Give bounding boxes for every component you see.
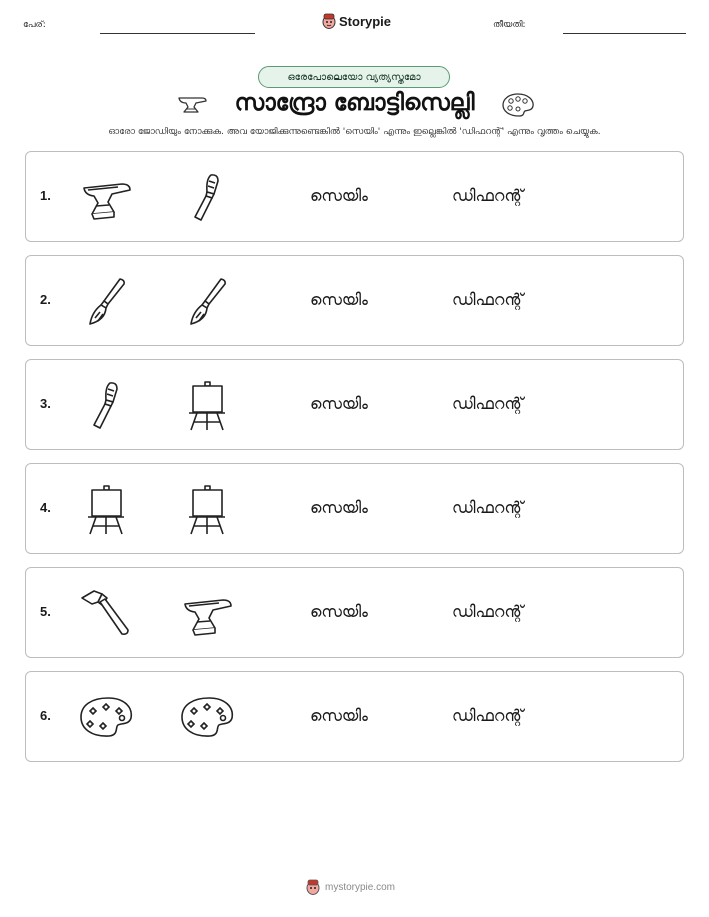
row-number: 3. <box>40 396 51 411</box>
topic-badge: ഒരേപോലെയോ വ്യത്യസ്തമോ <box>258 66 450 88</box>
exercise-row <box>25 255 684 346</box>
brand-name: Storypie <box>339 13 392 29</box>
palette-icon <box>179 692 235 744</box>
easel-icon <box>179 380 235 432</box>
date-label: തീയതി: <box>493 20 526 30</box>
row-number: 1. <box>40 188 51 203</box>
chisel-icon <box>78 380 134 432</box>
storypie-mascot-icon <box>322 13 336 29</box>
paintbrush-icon <box>179 276 235 328</box>
different-option[interactable]: ഡിഫറന്റ് <box>452 706 524 725</box>
anvil-icon <box>176 94 208 116</box>
row-number: 2. <box>40 292 51 307</box>
different-option[interactable]: ഡിഫറന്റ് <box>452 394 524 413</box>
page-title: സാന്ദ്രോ ബോട്ടിസെല്ലി <box>234 90 475 116</box>
instructions: ഓരോ ജോഡിയും നോക്കുക. അവ യോജിക്കുന്നുണ്ടെങ്കിൽ 'സെയിം' എന്നും ഇല്ലെങ്കിൽ 'ഡിഫറന്റ്' എന്നും വൃത്തം ചെയ്യുക. <box>108 127 601 137</box>
hammer-icon <box>78 588 134 640</box>
same-option[interactable]: സെയിം <box>310 602 368 621</box>
different-option[interactable]: ഡിഫറന്റ് <box>452 498 524 517</box>
row-number: 6. <box>40 708 51 723</box>
name-label: പേര്: <box>23 20 46 30</box>
footer-site[interactable]: mystorypie.com <box>325 881 396 893</box>
exercise-row <box>25 151 684 242</box>
easel-icon <box>179 484 235 536</box>
footer <box>306 879 395 895</box>
same-option[interactable]: സെയിം <box>310 394 368 413</box>
same-option[interactable]: സെയിം <box>310 290 368 309</box>
date-line[interactable] <box>563 33 686 34</box>
palette-icon <box>78 692 134 744</box>
name-line[interactable] <box>100 33 255 34</box>
row-number: 4. <box>40 500 51 515</box>
same-option[interactable]: സെയിം <box>310 498 368 517</box>
same-option[interactable]: സെയിം <box>310 186 368 205</box>
anvil-icon <box>78 172 134 224</box>
exercise-row <box>25 567 684 658</box>
storypie-logo <box>322 13 391 29</box>
anvil-icon <box>179 588 235 640</box>
paintbrush-icon <box>78 276 134 328</box>
chisel-icon <box>179 172 235 224</box>
storypie-mascot-icon <box>306 879 320 895</box>
exercise-row <box>25 671 684 762</box>
palette-icon <box>501 92 535 118</box>
exercise-row <box>25 359 684 450</box>
easel-icon <box>78 484 134 536</box>
different-option[interactable]: ഡിഫറന്റ് <box>452 602 524 621</box>
different-option[interactable]: ഡിഫറന്റ് <box>452 186 524 205</box>
different-option[interactable]: ഡിഫറന്റ് <box>452 290 524 309</box>
same-option[interactable]: സെയിം <box>310 706 368 725</box>
exercise-row <box>25 463 684 554</box>
row-number: 5. <box>40 604 51 619</box>
